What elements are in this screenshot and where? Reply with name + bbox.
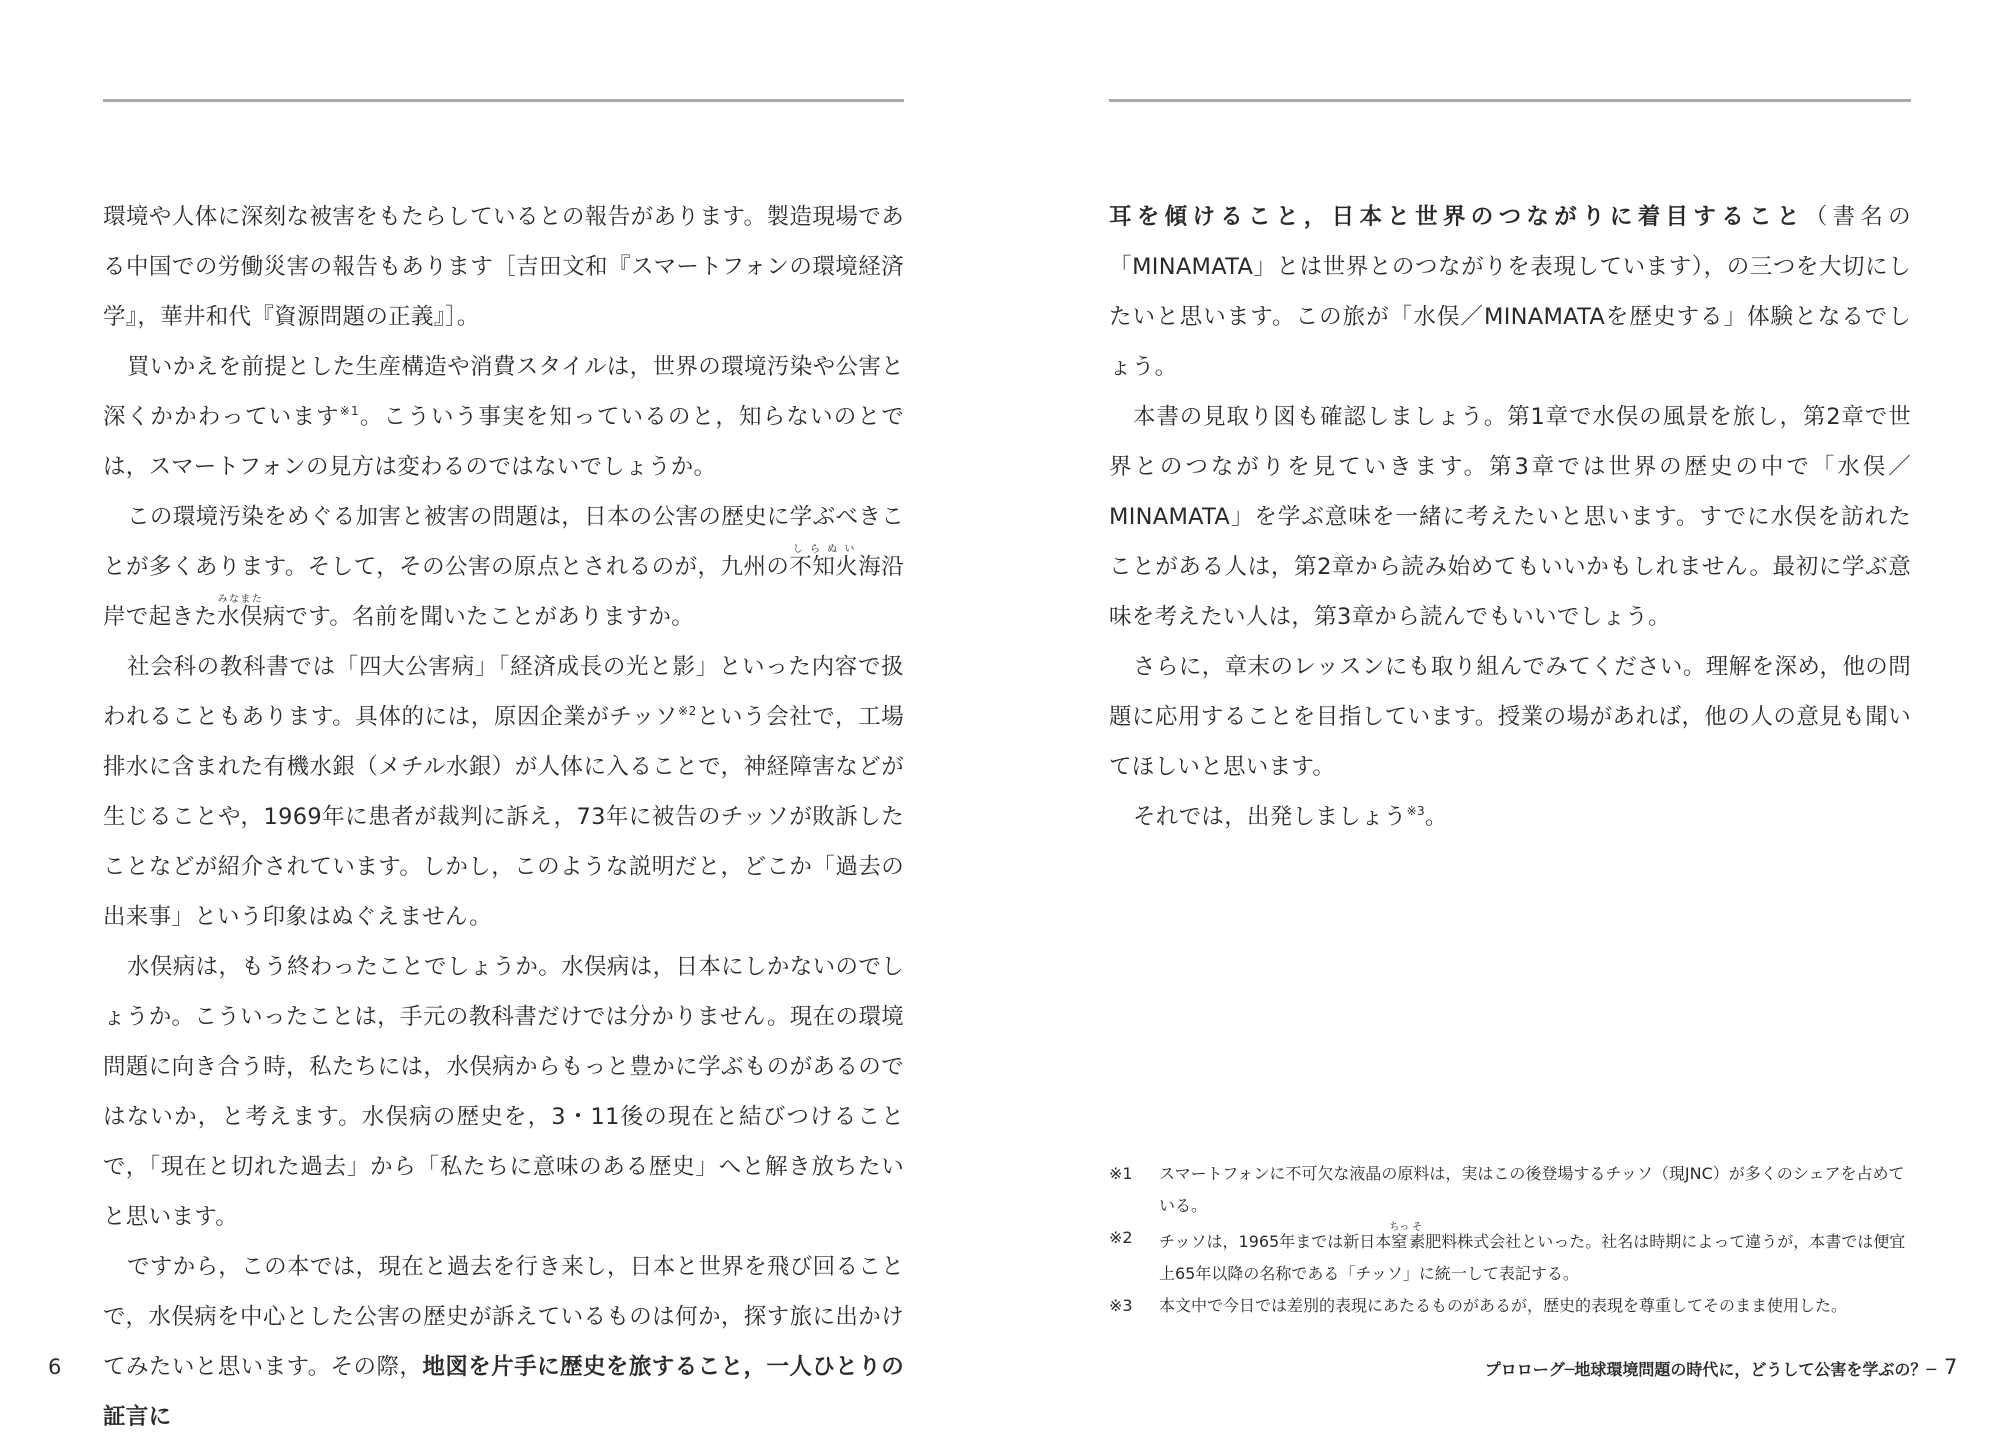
paragraph: 環境や人体に深刻な被害をもたらしているとの報告があります。製造現場である中国での労働災害の報告もあります［吉田文和『スマートフォンの環境経済学』，華井和代『資源問題の正義』］。 [103, 204, 904, 330]
paragraph: この環境汚染をめぐる加害と被害の問題は，日本の公害の歴史に学ぶべきことが多くあります。そして，その公害の原点とされるのが，九州の不知火しらぬい海沿岸で起きた水俣みなまた病です。名前を聞いたことがありますか。 [103, 504, 904, 630]
top-rule-right [1109, 99, 1911, 102]
paragraph: 買いかえを前提とした生産構造や消費スタイルは，世界の環境汚染や公害と深くかかわっています$^{※1}$。こういう事実を知っているのと，知らないのとでは，スマートフォンの見方は変わるのではないでしょうか。 [103, 354, 904, 480]
paragraph: 社会科の教科書では「四大公害病」「経済成長の光と影」といった内容で扱われることもあります。具体的には，原因企業がチッソ$^{※2}$という会社で，工場排水に含まれた有機水銀（メチル水銀）が人体に入ることで，神経障害などが生じることや，1969年に患者が裁判に訴え，73年に被告のチッソが敗訴したことなどが紹介されています。しかし，このような説明だと，どこか「過去の出来事」という印象はぬぐえません。 [103, 654, 904, 930]
ruby-word: 不知火しらぬい [789, 544, 859, 580]
footnote: ※2 チッソは，1965年までは新日本窒ちっ素そ肥料株式会社といった。社名は時期によって違うが，本書では便宜上65年以降の名称である「チッソ」に統一して表記する。 [1109, 1222, 1906, 1283]
note-ref: ※2 [677, 704, 697, 718]
footnotes [1109, 1158, 1911, 1322]
top-rule-left [103, 99, 904, 102]
running-head: プロローグ─地球環境問題の時代に，どうして公害を学ぶの？─ [1484, 1360, 1936, 1379]
paragraph: それでは，出発しましょう$^{※3}$。 [1133, 804, 1448, 830]
paragraph: 本書の見取り図も確認しましょう。第1章で水俣の風景を旅し，第2章で世界とのつながりを見ていきます。第3章では世界の歴史の中で「水俣／MINAMATA」を学ぶ意味を一緒に考えたいと思います。すでに水俣を訪れたことがある人は，第2章から読み始めてもいいかもしれません。最初に学ぶ意味を考えたい人は，第3章から読んでもいいでしょう。 [1109, 404, 1911, 630]
note-ref: ※3 [1406, 804, 1425, 818]
footnote: ※1 スマートフォンに不可欠な液晶の原料は，実はこの後登場するチッソ（現JNC）が多くのシェアを占めている。 [1109, 1164, 1905, 1215]
paragraph: ですから，この本では，現在と過去を行き来し，日本と世界を飛び回ることで，水俣病を中心とした公害の歴史が訴えているものは何か，探す旅に出かけてみたいと思います。その際，地図を片手に歴史を旅すること，一人ひとりの証言に [103, 1254, 904, 1430]
paragraph: 水俣病は，もう終わったことでしょうか。水俣病は，日本にしかないのでしょうか。こういったことは，手元の教科書だけでは分かりません。現在の環境問題に向き合う時，私たちには，水俣病からもっと豊かに学ぶものがあるのではないか，と考えます。水俣病の歴史を，3・11後の現在と結びつけることで，「現在と切れた過去」から「私たちに意味のある歴史」へと解き放ちたいと思います。 [103, 954, 904, 1230]
page-number-left: 6 [48, 1355, 62, 1379]
footnote: ※3 本文中で今日では差別的表現にあたるものがあるが，歴史的表現を尊重してそのまま使用した。 [1109, 1296, 1848, 1315]
page-number-right: 7 [1944, 1355, 1958, 1379]
paragraph: 耳を傾けること，日本と世界のつながりに着目すること（書名の「MINAMATA」とは世界とのつながりを表現しています），の三つを大切にしたいと思います。この旅が「水俣／MINAMATAを歴史する」体験となるでしょう。 [1109, 204, 1911, 380]
right-page-body [1109, 192, 1911, 842]
ruby-word: 水俣みなまた [217, 594, 263, 630]
left-page-body [103, 192, 904, 1442]
paragraph: さらに，章末のレッスンにも取り組んでみてください。理解を深め，他の問題に応用することを目指しています。授業の場があれば，他の人の意見も聞いてほしいと思います。 [1109, 654, 1911, 780]
note-ref: ※1 [339, 404, 359, 418]
